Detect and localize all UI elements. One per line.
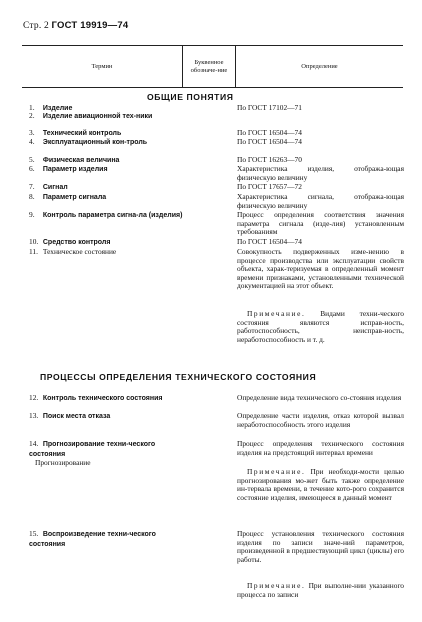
note-label: Примечание. xyxy=(247,309,306,318)
term-number: 1. xyxy=(29,103,35,112)
term-row xyxy=(29,412,187,422)
term-name: Изделие авиационной тех-ники xyxy=(42,113,153,120)
term-row xyxy=(29,165,187,175)
term-number: 15. xyxy=(29,529,39,538)
page-number: Стр. 2 xyxy=(23,21,49,31)
term-name: Прогнозирование техни-ческого состояния xyxy=(29,441,156,458)
term-number: 5. xyxy=(29,155,35,164)
term-number: 14. xyxy=(29,439,39,448)
term-number: 13. xyxy=(29,411,39,420)
term-row xyxy=(29,112,187,122)
term-name: Техническое состояние xyxy=(42,247,117,256)
term-number: 8. xyxy=(29,192,35,201)
term-name: Параметр изделия xyxy=(42,166,108,173)
term-row xyxy=(29,138,187,148)
term-row xyxy=(29,193,187,203)
table-header xyxy=(22,45,403,88)
term-name: Изделие xyxy=(42,105,73,112)
term-name: Технический контроль xyxy=(42,130,122,137)
definition: Определение части изделия, отказ которой вызвал неработоспособность этого изделия xyxy=(237,411,404,429)
definition: Процесс определения технического состояния изделия на предстоящий интервал времени xyxy=(237,439,404,457)
definition: По ГОСТ 16504—74 xyxy=(237,137,302,146)
definition: Характеристика сигнала, отобража-ющая физическую величину xyxy=(237,192,404,210)
term-number: 4. xyxy=(29,137,35,146)
term-name: Контроль технического состояния xyxy=(42,395,163,402)
term-name: Эксплуатационный кон-троль xyxy=(42,139,148,146)
definition: По ГОСТ 17102—71 xyxy=(237,103,302,112)
gost-number: ГОСТ 19919—74 xyxy=(51,20,129,31)
definition: Характеристика изделия, отобража-ющая физическую величину xyxy=(237,164,404,182)
note-label: Примечание. xyxy=(247,581,306,590)
term-name: Контроль параметра сигна-ла (изделия) xyxy=(42,212,183,219)
term-number: 7. xyxy=(29,182,35,191)
term-number: 11. xyxy=(29,247,38,256)
term-name: Сигнал xyxy=(42,184,68,191)
term-name: Средство контроля xyxy=(42,239,111,246)
term-row xyxy=(29,530,187,549)
term-number: 6. xyxy=(29,164,35,173)
term-row xyxy=(29,183,187,193)
section-title-processes: ПРОЦЕССЫ ОПРЕДЕЛЕНИЯ ТЕХНИЧЕСКОГО СОСТОЯНИЯ xyxy=(40,372,317,382)
definition: По ГОСТ 16504—74 xyxy=(237,237,302,246)
definition: По ГОСТ 17657—72 xyxy=(237,182,302,191)
section-title-general: ОБЩИЕ ПОНЯТИЯ xyxy=(147,92,234,102)
definition: По ГОСТ 16504—74 xyxy=(237,128,302,137)
term-name: Поиск места отказа xyxy=(42,413,111,420)
definition: Определение вида технического со-стояния изделия xyxy=(237,393,402,402)
col-term-header: Термин xyxy=(91,62,113,70)
col-definition-header: Определение xyxy=(301,62,338,70)
note-label: Примечание. xyxy=(247,467,306,476)
col-symbol-header: Буквенное обозначе-ние xyxy=(190,59,228,74)
term-name: Физическая величина xyxy=(42,157,120,164)
term-number: 12. xyxy=(29,393,39,402)
note xyxy=(237,310,404,344)
note xyxy=(237,468,404,502)
term-name: Воспроизведение техни-ческого состояния xyxy=(29,531,156,548)
term-row xyxy=(29,248,187,257)
term-synonym: Прогнозирование xyxy=(35,458,91,468)
note xyxy=(237,582,404,599)
definition: Процесс определения соответствия значения параметра сигнала (изде-лия) установленным требованиям xyxy=(237,210,404,237)
note-text: При необходи-мости целью прогнозирования мо-жет быть также определение ин-тервала времени, в течение кото-рого сохранится состояние изделия, имеющееся в данный момент xyxy=(237,467,404,502)
page-header xyxy=(23,20,128,31)
definition: Процесс установления технического состояния изделия по записи значе-ний параметров, произведенной в предшествующий цикл (циклы) его работы. xyxy=(237,529,404,564)
term-name: Параметр сигнала xyxy=(42,194,107,201)
term-row xyxy=(29,394,187,404)
term-number: 2. xyxy=(29,111,35,120)
term-number: 9. xyxy=(29,210,35,219)
term-row xyxy=(29,211,187,221)
note-text: При выполне-нии указанного процесса по записи xyxy=(237,581,404,599)
term-row xyxy=(29,440,187,468)
definition: По ГОСТ 16263—70 xyxy=(237,155,302,164)
definition: Совокупность подверженных изме-нению в процессе производства или эксплуатации свойств объекта, харак-теризуемая в определенный момент времени признаками, установленными технической документацией на этот объект. xyxy=(237,247,404,291)
term-number: 3. xyxy=(29,128,35,137)
term-number: 10. xyxy=(29,237,39,246)
note-text: Видами техни-ческого состояния являются исправ-ность, работоспособность, неиспрaв-ность, неработоспособность и т. д. xyxy=(237,309,404,344)
